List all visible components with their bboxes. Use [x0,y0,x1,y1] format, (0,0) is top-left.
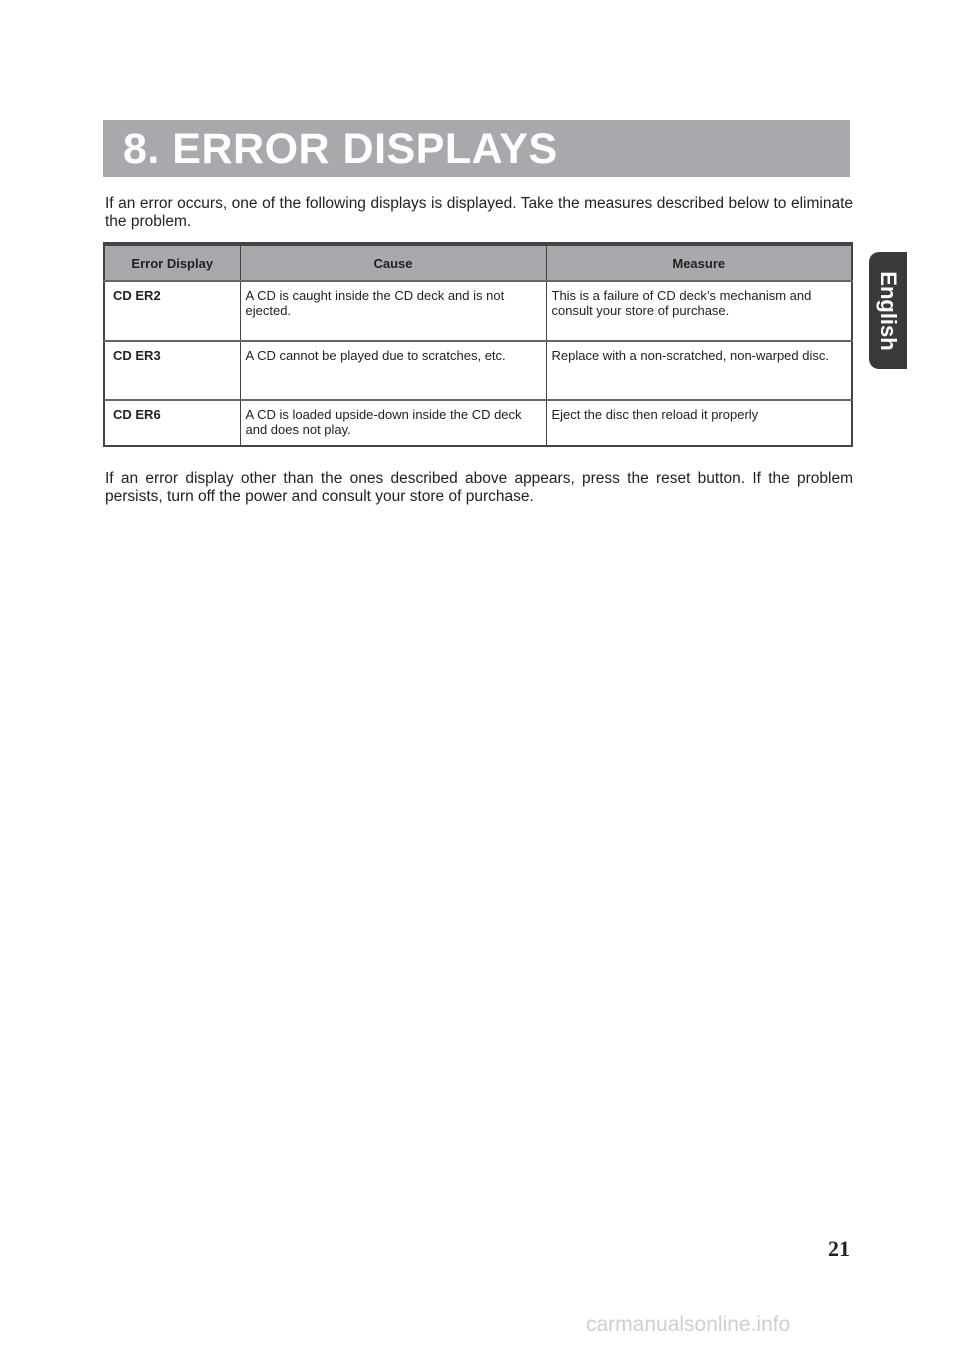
table-row [104,281,852,341]
error-cause: A CD is caught inside the CD deck and is not ejected. [240,281,546,341]
header-measure: Measure [546,244,852,281]
intro-paragraph: If an error occurs, one of the following displays is displayed. Take the measures described below to eliminate the problem. [105,195,853,230]
error-cause: A CD cannot be played due to scratches, etc. [240,341,546,400]
table-row [104,400,852,446]
error-code: CD ER3 [104,341,240,400]
error-code: CD ER6 [104,400,240,446]
page-number: 21 [828,1236,850,1261]
table-header-row [104,244,852,281]
error-displays-table [103,242,853,447]
error-measure: Eject the disc then reload it properly [546,400,852,446]
header-error-display: Error Display [104,244,240,281]
watermark-text: carmanualsonline.info [586,1313,791,1336]
section-title-bar [103,120,850,177]
error-cause: A CD is loaded upside-down inside the CD deck and does not play. [240,400,546,446]
error-code: CD ER2 [104,281,240,341]
error-measure: This is a failure of CD deck’s mechanism and consult your store of purchase. [546,281,852,341]
error-measure: Replace with a non-scratched, non-warped disc. [546,341,852,400]
outro-paragraph: If an error display other than the ones described above appears, press the reset button. If the problem persists, turn off the power and consult your store of purchase. [105,470,853,505]
table-row [104,341,852,400]
language-tab [869,252,907,369]
header-cause: Cause [240,244,546,281]
language-tab-label: English [876,270,901,351]
section-title: 8. ERROR DISPLAYS [123,125,558,173]
